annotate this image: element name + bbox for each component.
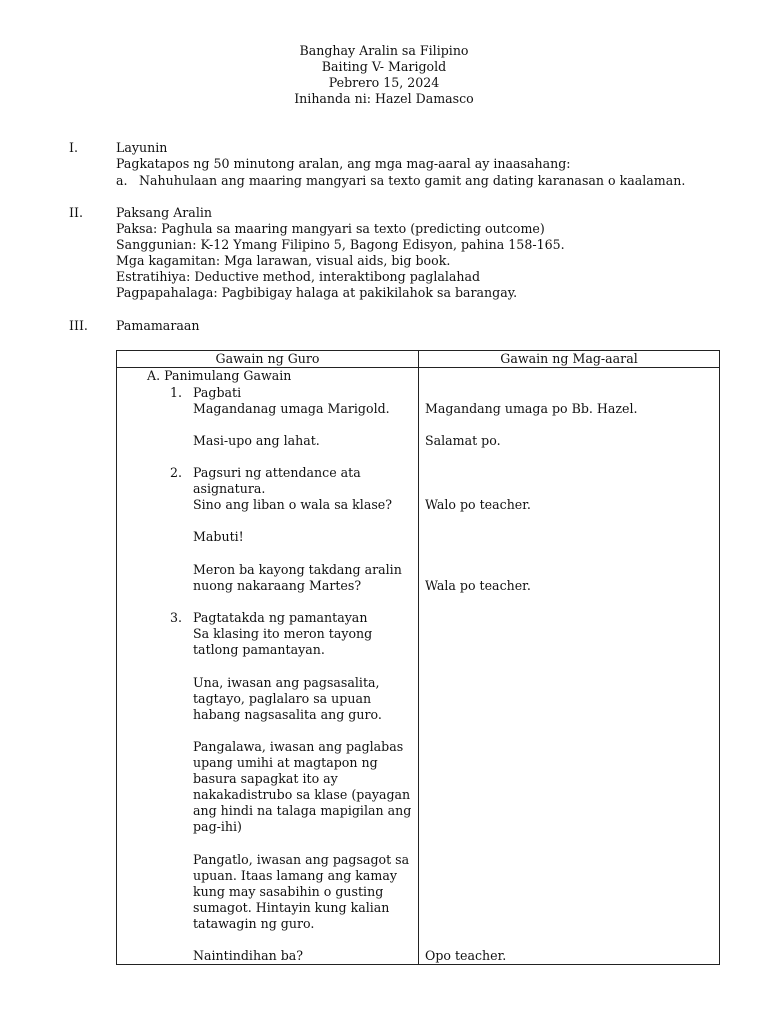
step2-number: 2. — [170, 465, 183, 480]
reference-line: Sanggunian: K-12 Ymang Filipino 5, Bagong Edisyon, pahina 158-165. — [116, 237, 565, 252]
step1-title: Pagbati — [193, 385, 242, 400]
section2-numeral: II. — [69, 205, 83, 220]
grade-section: Baiting V- Marigold — [321, 59, 447, 74]
materials-line: Mga kagamitan: Mga larawan, visual aids, big book. — [116, 253, 451, 268]
teacher-sit: Masi-upo ang lahat. — [193, 433, 320, 448]
rules-intro-2: tatlong pamantayan. — [193, 642, 325, 657]
subsection-title: A. Panimulang Gawain — [147, 368, 292, 383]
rule2-line: ang hindi na talaga mapigilan ang — [193, 803, 412, 818]
rule3-line: sumagot. Hintayin kung kalian — [193, 900, 390, 915]
rule3-line: tatawagin ng guro. — [193, 916, 315, 931]
teacher-homework-q1: Meron ba kayong takdang aralin — [193, 562, 402, 577]
teacher-absent-question: Sino ang liban o wala sa klase? — [193, 497, 392, 512]
section3-numeral: III. — [69, 318, 88, 333]
lesson-date: Pebrero 15, 2024 — [328, 75, 440, 90]
rule2-line: upang umihi at magtapon ng — [193, 755, 378, 770]
teacher-cell — [117, 368, 419, 965]
student-understand-answer: Opo teacher. — [425, 948, 507, 963]
section1-title: Layunin — [116, 140, 168, 155]
student-cell — [419, 368, 720, 965]
section1-intro: Pagkatapos ng 50 minutong aralan, ang mga mag-aaral ay inaasahang: — [116, 156, 571, 171]
section2-title: Paksang Aralin — [116, 205, 212, 220]
strategy-line: Estratihiya: Deductive method, interaktibong paglalahad — [116, 269, 481, 284]
student-greeting: Magandang umaga po Bb. Hazel. — [425, 401, 638, 416]
rule3-line: Pangatlo, iwasan ang pagsagot sa — [193, 852, 410, 867]
document-title: Banghay Aralin sa Filipino — [299, 43, 469, 58]
rule2-line: basura sapagkat ito ay — [193, 771, 338, 786]
procedure-table — [116, 350, 720, 965]
step1-number: 1. — [170, 385, 183, 400]
student-homework-answer: Wala po teacher. — [425, 578, 531, 593]
rules-intro-1: Sa klasing ito meron tayong — [193, 626, 373, 641]
teacher-homework-q2: nuong nakaraang Martes? — [193, 578, 362, 593]
step3-title: Pagtatakda ng pamantayan — [193, 610, 368, 625]
teacher-column-header: Gawain ng Guro — [117, 351, 419, 368]
rule2-line: nakakadistrubo sa klase (payagan — [193, 787, 411, 802]
teacher-understand-question: Naintindihan ba? — [193, 948, 304, 963]
section3-title: Pamamaraan — [116, 318, 200, 333]
rule2-line: Pangalawa, iwasan ang paglabas — [193, 739, 404, 754]
rule3-line: kung may sasabihin o gusting — [193, 884, 384, 899]
section1-item-text: Nahuhulaan ang maaring mangyari sa texto gamit ang dating karanasan o kaalaman. — [139, 173, 686, 188]
step2-title-cont: asignatura. — [193, 481, 266, 496]
rule2-line: pag-ihi) — [193, 819, 242, 834]
prepared-by: Inihanda ni: Hazel Damasco — [294, 91, 474, 106]
section1-item-letter: a. — [116, 173, 128, 188]
table-header-row — [117, 351, 720, 368]
step3-number: 3. — [170, 610, 183, 625]
values-line: Pagpapahalaga: Pagbibigay halaga at pakikilahok sa barangay. — [116, 285, 518, 300]
rule1-line: Una, iwasan ang pagsasalita, — [193, 675, 380, 690]
rule1-line: tagtayo, paglalaro sa upuan — [193, 691, 372, 706]
student-absent-answer: Walo po teacher. — [425, 497, 531, 512]
teacher-good: Mabuti! — [193, 529, 244, 544]
topic-line: Paksa: Paghula sa maaring mangyari sa texto (predicting outcome) — [116, 221, 545, 236]
teacher-greeting: Magandanag umaga Marigold. — [193, 401, 390, 416]
table-row — [117, 368, 720, 965]
rule3-line: upuan. Itaas lamang ang kamay — [193, 868, 397, 883]
step2-title: Pagsuri ng attendance ata — [193, 465, 361, 480]
student-thanks: Salamat po. — [425, 433, 501, 448]
student-column-header: Gawain ng Mag-aaral — [419, 351, 720, 368]
section1-numeral: I. — [69, 140, 78, 155]
rule1-line: habang nagsasalita ang guro. — [193, 707, 382, 722]
